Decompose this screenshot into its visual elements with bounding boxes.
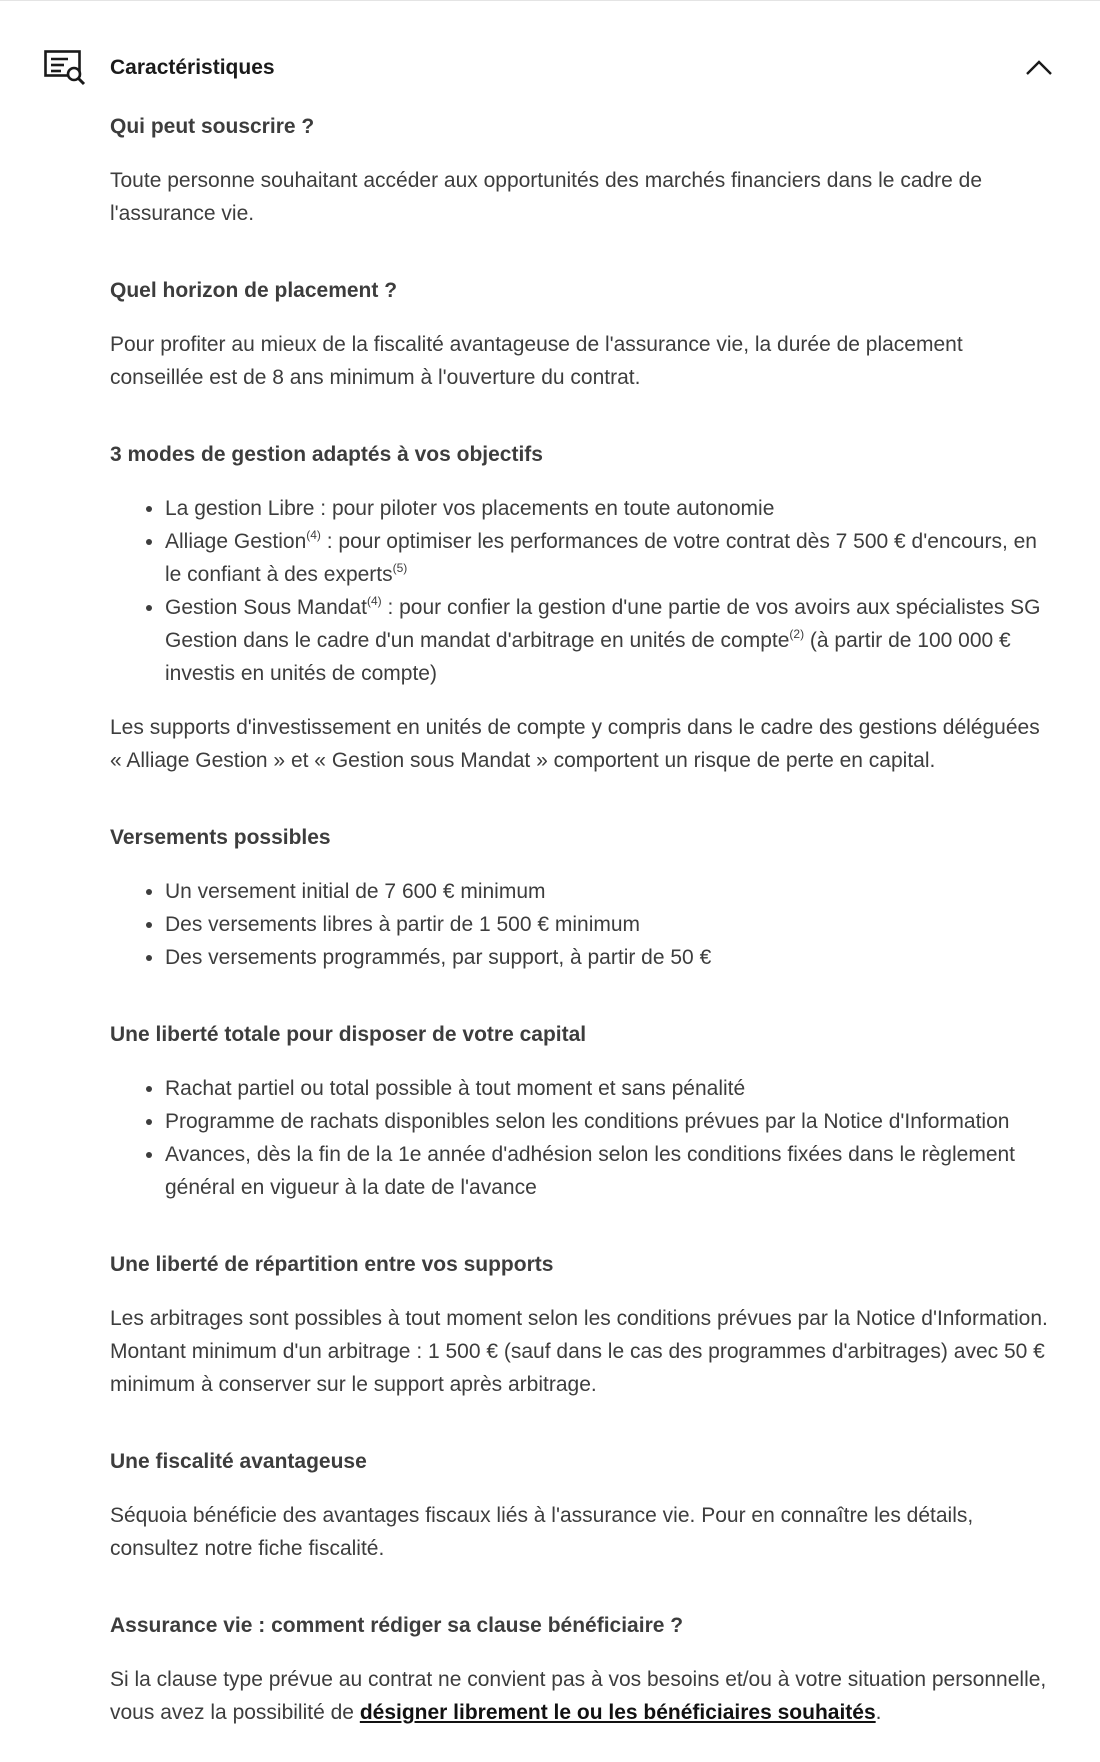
footnote-ref: (2) bbox=[789, 627, 805, 641]
list-item: • Un versement initial de 7 600 € minimum bbox=[165, 875, 1050, 908]
section-title-payments: Versements possibles bbox=[110, 826, 331, 849]
list-item: • La gestion Libre : pour piloter vos placements en toute autonomie bbox=[165, 492, 1050, 525]
payments-list bbox=[110, 875, 1050, 974]
section-text-tax: Séquoia bénéficie des avantages fiscaux liés à l'assurance vie. Pour en connaître les détails, consultez notre fiche fiscalité. bbox=[110, 1504, 974, 1560]
section-title-modes: 3 modes de gestion adaptés à vos objectifs bbox=[110, 443, 543, 466]
document-search-icon bbox=[44, 50, 88, 86]
modes-list bbox=[110, 492, 1050, 690]
section-title-subscribe: Qui peut souscrire ? bbox=[110, 115, 315, 138]
section-title-tax: Une fiscalité avantageuse bbox=[110, 1450, 367, 1473]
accordion-content bbox=[110, 110, 1050, 1729]
list-item: • Rachat partiel ou total possible à tout moment et sans pénalité bbox=[165, 1072, 1050, 1105]
section-text-allocation: Les arbitrages sont possibles à tout moment selon les conditions prévues par la Notice d'Information. Montant minimum d'un arbitrage : 1 500 € (sauf dans le cas des programmes d'arbitrages) avec 50 € minimum à conserver sur le support après arbitrage. bbox=[110, 1307, 1048, 1396]
footnote-ref: (5) bbox=[392, 561, 408, 575]
section-text-horizon: Pour profiter au mieux de la fiscalité avantageuse de l'assurance vie, la durée de placement conseillée est de 8 ans minimum à l'ouverture du contrat. bbox=[110, 333, 963, 389]
list-item: • Avances, dès la fin de la 1e année d'adhésion selon les conditions fixées dans le règlement général en vigueur à la date de l'avance bbox=[165, 1138, 1050, 1204]
list-item: • Gestion Sous Mandat$^{(4)}$ : pour confier la gestion d'une partie de vos avoirs aux spécialistes SG Gestion dans le cadre d'un mandat d'arbitrage en unités de compte$^{(2)}$ (à partir de 100 000 € investis en unités de compte) bbox=[165, 591, 1050, 690]
list-item: • Alliage Gestion$^{(4)}$ : pour optimiser les performances de votre contrat dès 7 500 € d'encours, en le confiant à des experts$^{(5)}$ bbox=[165, 525, 1050, 591]
chevron-up-icon[interactable] bbox=[1024, 56, 1054, 78]
section-title-horizon: Quel horizon de placement ? bbox=[110, 279, 398, 302]
list-item: • Des versements programmés, par support, à partir de 50 € bbox=[165, 941, 1050, 974]
accordion-header[interactable] bbox=[0, 44, 1100, 92]
top-divider bbox=[0, 0, 1100, 1]
list-item: • Programme de rachats disponibles selon les conditions prévues par la Notice d'Information bbox=[165, 1105, 1050, 1138]
list-item: • Des versements libres à partir de 1 500 € minimum bbox=[165, 908, 1050, 941]
section-text-subscribe: Toute personne souhaitant accéder aux opportunités des marchés financiers dans le cadre de l'assurance vie. bbox=[110, 169, 983, 225]
freedom-list bbox=[110, 1072, 1050, 1204]
footnote-ref: (4) bbox=[366, 594, 382, 608]
section-title-freedom: Une liberté totale pour disposer de votre capital bbox=[110, 1023, 587, 1046]
section-title-beneficiary: Assurance vie : comment rédiger sa clause bénéficiaire ? bbox=[110, 1614, 684, 1637]
section-title-allocation: Une liberté de répartition entre vos supports bbox=[110, 1253, 554, 1276]
accordion-title: Caractéristiques bbox=[110, 56, 275, 79]
footnote-ref: (4) bbox=[306, 528, 321, 542]
beneficiary-link[interactable]: désigner librement le ou les bénéficiaires souhaités bbox=[359, 1701, 876, 1724]
section-text-beneficiary: Si la clause type prévue au contrat ne convient pas à vos besoins et/ou à votre situation personnelle, vous avez la possibilité de désigner librement le ou les bénéficiaires souhaités. bbox=[110, 1668, 1047, 1724]
risk-note: Les supports d'investissement en unités de compte y compris dans le cadre des gestions déléguées « Alliage Gestion » et « Gestion sous Mandat » comportent un risque de perte en capital. bbox=[110, 716, 1040, 772]
